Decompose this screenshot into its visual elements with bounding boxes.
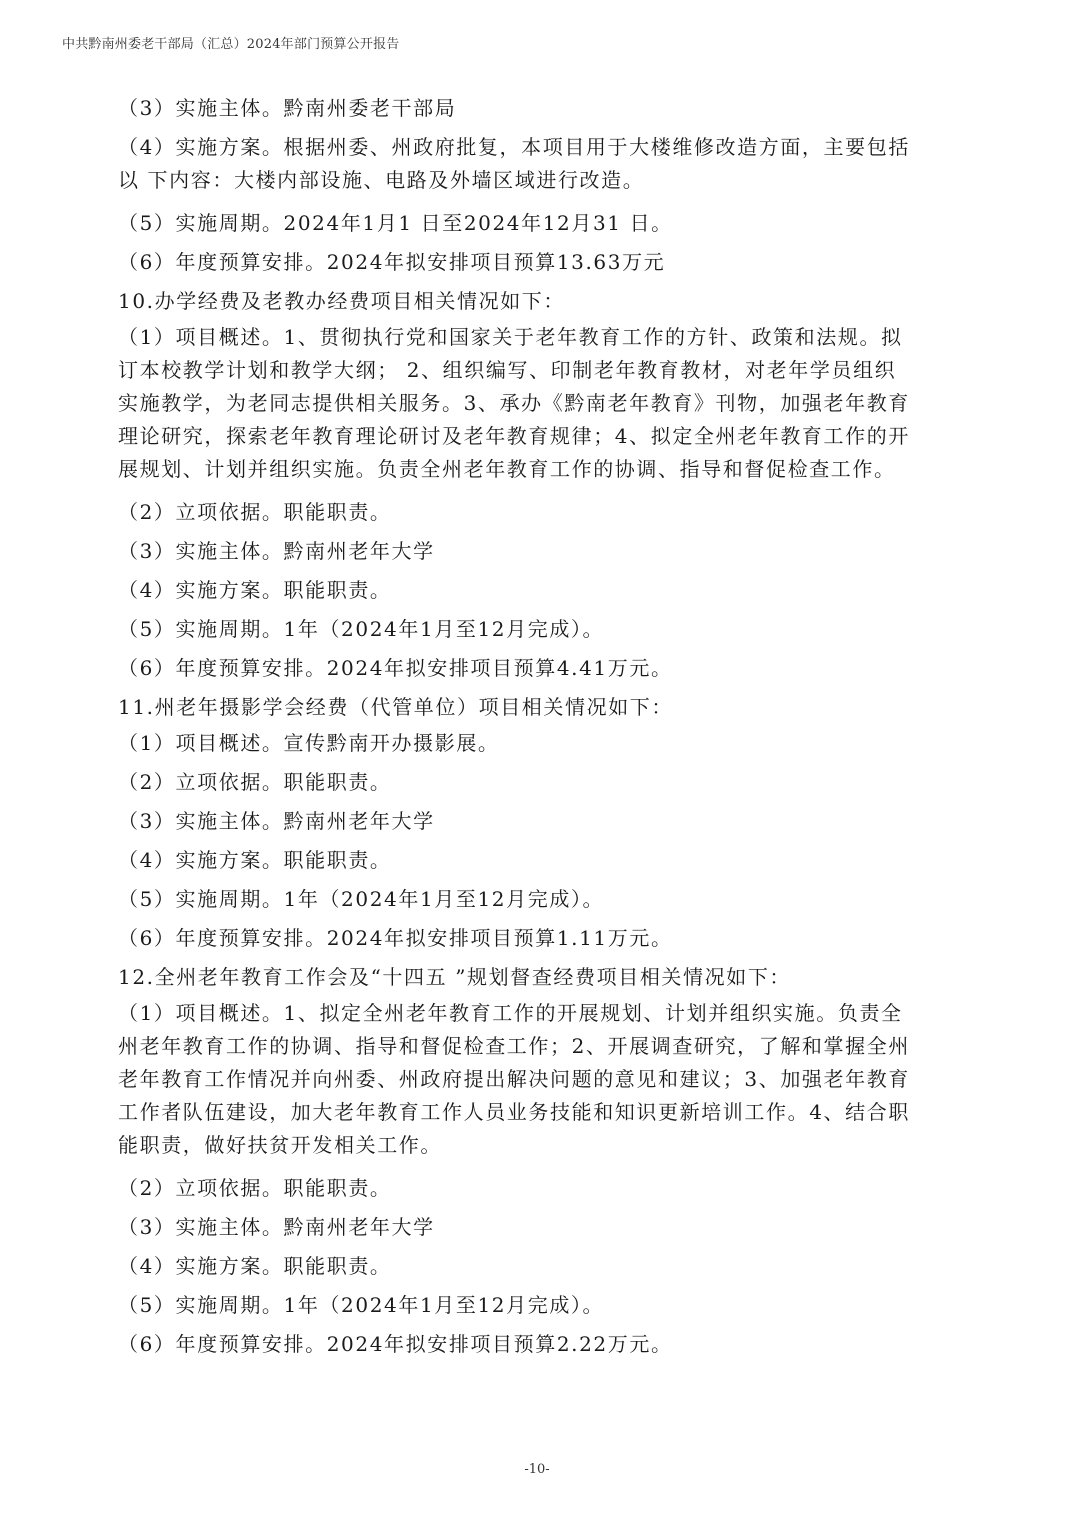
text-line: （6）年度预算安排。2024年拟安排项目预算13.63万元 bbox=[118, 250, 666, 274]
section-heading bbox=[118, 961, 958, 997]
paragraph bbox=[118, 92, 958, 131]
text-line: 工作者队伍建设，加大老年教育工作人员业务技能和知识更新培训工作。4、结合职 bbox=[118, 1100, 910, 1124]
text-line: （3）实施主体。黔南州老年大学 bbox=[118, 539, 435, 563]
section-heading bbox=[118, 691, 958, 727]
paragraph bbox=[118, 207, 958, 246]
text-line: 州老年教育工作的协调、指导和督促检查工作；2、开展调查研究，了解和掌握全州 bbox=[118, 1034, 910, 1058]
text-line: （2）立项依据。职能职责。 bbox=[118, 500, 392, 524]
text-line: 11.州老年摄影学会经费（代管单位）项目相关情况如下： bbox=[118, 695, 674, 719]
text-line: （2）立项依据。职能职责。 bbox=[118, 1176, 392, 1200]
paragraph bbox=[118, 844, 958, 883]
text-line: （5）实施周期。2024年1月1 日至2024年12月31 日。 bbox=[118, 211, 673, 235]
paragraph bbox=[118, 997, 958, 1172]
text-line: （6）年度预算安排。2024年拟安排项目预算1.11万元。 bbox=[118, 926, 673, 950]
text-line: 老年教育工作情况并向州委、州政府提出解决问题的意见和建议；3、加强老年教育 bbox=[118, 1067, 910, 1091]
text-line: 10.办学经费及老教办经费项目相关情况如下： bbox=[118, 289, 566, 313]
paragraph bbox=[118, 535, 958, 574]
text-line: （6）年度预算安排。2024年拟安排项目预算2.22万元。 bbox=[118, 1332, 673, 1356]
paragraph bbox=[118, 1250, 958, 1289]
page-number: -10- bbox=[524, 1462, 550, 1477]
paragraph bbox=[118, 1172, 958, 1211]
paragraph bbox=[118, 883, 958, 922]
text-line: （1）项目概述。1、拟定全州老年教育工作的开展规划、计划并组织实施。负责全 bbox=[118, 1001, 903, 1025]
text-line: （4）实施方案。职能职责。 bbox=[118, 848, 392, 872]
text-line: 以 下内容：大楼内部设施、电路及外墙区域进行改造。 bbox=[118, 168, 645, 192]
text-line: （5）实施周期。1年（2024年1月至12月完成）。 bbox=[118, 1293, 605, 1317]
text-line: （5）实施周期。1年（2024年1月至12月完成）。 bbox=[118, 887, 605, 911]
paragraph bbox=[118, 613, 958, 652]
text-line: 能职责，做好扶贫开发相关工作。 bbox=[118, 1133, 442, 1157]
paragraph bbox=[118, 766, 958, 805]
section-heading bbox=[118, 285, 958, 321]
text-line: （4）实施方案。根据州委、州政府批复，本项目用于大楼维修改造方面，主要包括 bbox=[118, 135, 910, 159]
paragraph bbox=[118, 246, 958, 285]
text-line: （1）项目概述。宣传黔南开办摄影展。 bbox=[118, 731, 500, 755]
page-header: 中共黔南州委老干部局（汇总）2024年部门预算公开报告 bbox=[62, 37, 400, 52]
text-line: （2）立项依据。职能职责。 bbox=[118, 770, 392, 794]
text-line: 12.全州老年教育工作会及“十四五 ”规划督查经费项目相关情况如下： bbox=[118, 965, 792, 989]
paragraph bbox=[118, 1328, 958, 1367]
paragraph bbox=[118, 1289, 958, 1328]
text-line: （4）实施方案。职能职责。 bbox=[118, 578, 392, 602]
text-line: （1）项目概述。1、贯彻执行党和国家关于老年教育工作的方针、政策和法规。拟 bbox=[118, 325, 903, 349]
paragraph bbox=[118, 574, 958, 613]
text-line: （4）实施方案。职能职责。 bbox=[118, 1254, 392, 1278]
text-line: 实施教学，为老同志提供相关服务。3、承办《黔南老年教育》刊物，加强老年教育 bbox=[118, 391, 910, 415]
paragraph bbox=[118, 922, 958, 961]
paragraph bbox=[118, 496, 958, 535]
paragraph bbox=[118, 1211, 958, 1250]
text-line: （3）实施主体。黔南州老年大学 bbox=[118, 1215, 435, 1239]
text-line: 订本校教学计划和教学大纲； 2、组织编写、印制老年教育教材，对老年学员组织 bbox=[118, 358, 897, 382]
text-line: （3）实施主体。黔南州委老干部局 bbox=[118, 96, 457, 120]
paragraph bbox=[118, 652, 958, 691]
paragraph bbox=[118, 805, 958, 844]
text-line: 理论研究，探索老年教育理论研讨及老年教育规律；4、拟定全州老年教育工作的开 bbox=[118, 424, 910, 448]
text-line: （3）实施主体。黔南州老年大学 bbox=[118, 809, 435, 833]
document-body bbox=[118, 92, 958, 1367]
text-line: 展规划、计划并组织实施。负责全州老年教育工作的协调、指导和督促检查工作。 bbox=[118, 457, 896, 481]
paragraph bbox=[118, 727, 958, 766]
paragraph bbox=[118, 131, 958, 207]
text-line: （5）实施周期。1年（2024年1月至12月完成）。 bbox=[118, 617, 605, 641]
paragraph bbox=[118, 321, 958, 496]
text-line: （6）年度预算安排。2024年拟安排项目预算4.41万元。 bbox=[118, 656, 673, 680]
